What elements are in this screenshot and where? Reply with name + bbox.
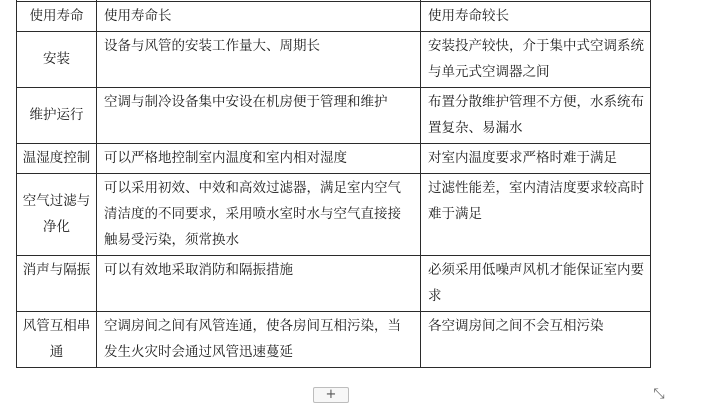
central-system-cell[interactable]: 使用寿命长 xyxy=(97,2,421,32)
row-label-cell[interactable]: 风管互相串通 xyxy=(17,312,97,368)
table-row xyxy=(17,32,651,88)
table-row xyxy=(17,174,651,256)
central-system-cell[interactable]: 可以严格地控制室内温度和室内相对湿度 xyxy=(97,144,421,174)
row-label-cell[interactable]: 空气过滤与净化 xyxy=(17,174,97,256)
resize-icon: ⤡ xyxy=(653,386,665,402)
unit-system-cell[interactable]: 各空调房间之间不会互相污染 xyxy=(421,312,651,368)
row-label-cell[interactable]: 使用寿命 xyxy=(17,2,97,32)
plus-icon: + xyxy=(325,387,337,402)
table-row xyxy=(17,256,651,312)
unit-system-cell[interactable]: 使用寿命较长 xyxy=(421,2,651,32)
document-page xyxy=(16,0,650,368)
table-row xyxy=(17,312,651,368)
unit-system-cell[interactable]: 对室内温度要求严格时难于满足 xyxy=(421,144,651,174)
table-row xyxy=(17,2,651,32)
add-row-button[interactable] xyxy=(313,387,349,403)
table-row xyxy=(17,144,651,174)
row-label-cell[interactable]: 维护运行 xyxy=(17,88,97,144)
table-row xyxy=(17,88,651,144)
table-resize-handle[interactable] xyxy=(652,386,666,402)
central-system-cell[interactable]: 可以采用初效、中效和高效过滤器，满足室内空气清洁度的不同要求，采用喷水室时水与空气直接接触易受污染，须常换水 xyxy=(97,174,421,256)
central-system-cell[interactable]: 空调与制冷设备集中安设在机房便于管理和维护 xyxy=(97,88,421,144)
unit-system-cell[interactable]: 必须采用低噪声风机才能保证室内要求 xyxy=(421,256,651,312)
unit-system-cell[interactable]: 过滤性能差，室内清洁度要求较高时难于满足 xyxy=(421,174,651,256)
unit-system-cell[interactable]: 布置分散维护管理不方便，水系统布置复杂、易漏水 xyxy=(421,88,651,144)
unit-system-cell[interactable]: 安装投产较快，介于集中式空调系统与单元式空调器之间 xyxy=(421,32,651,88)
row-label-cell[interactable]: 消声与隔振 xyxy=(17,256,97,312)
central-system-cell[interactable]: 空调房间之间有风管连通，使各房间互相污染，当发生火灾时会通过风管迅速蔓延 xyxy=(97,312,421,368)
row-label-cell[interactable]: 温湿度控制 xyxy=(17,144,97,174)
central-system-cell[interactable]: 设备与风管的安装工作量大、周期长 xyxy=(97,32,421,88)
central-system-cell[interactable]: 可以有效地采取消防和隔振措施 xyxy=(97,256,421,312)
row-label-cell[interactable]: 安装 xyxy=(17,32,97,88)
comparison-table[interactable] xyxy=(16,0,651,368)
